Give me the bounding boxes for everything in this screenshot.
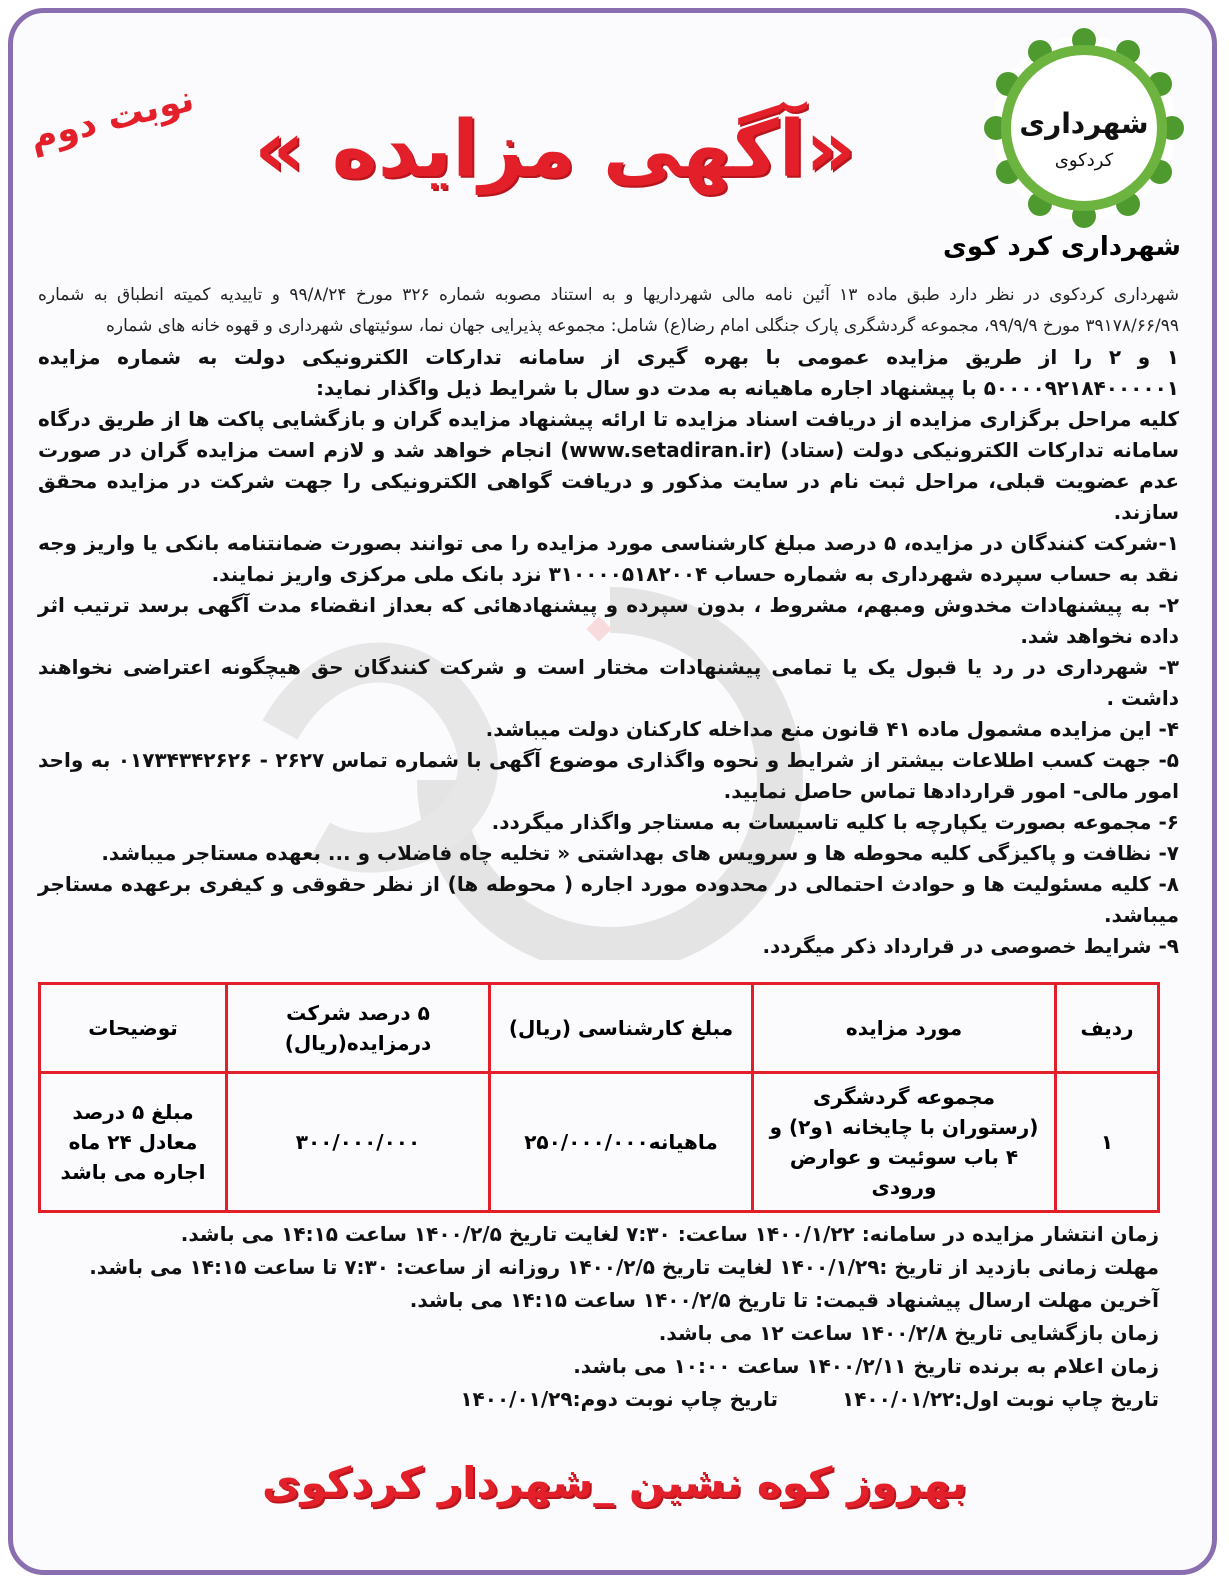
schedule-block	[59, 1218, 1159, 1416]
header-row-number: ردیف	[1056, 984, 1159, 1073]
intro-bold-paragraph: ۱ و ۲ را از طریق مزایده عمومی با بهره گیری از سامانه تدارکات الکترونیکی دولت به شماره مزایده ۵۰۰۰۰۹۲۱۸۴۰۰۰۰۰۱ با پیشنهاد اجاره ماهیانه به مدت دو سال با شرایط ذیل واگذار نماید:	[38, 345, 1180, 400]
condition-6: ۶- مجموعه بصورت یکپارچه با کلیه تاسیسات به مستاجر واگذار میگردد.	[491, 810, 1179, 834]
cell-notes: مبلغ ۵ درصد معادل ۲۴ ماه اجاره می باشد	[40, 1073, 227, 1212]
condition-7: ۷- نظافت و پاکیزگی کلیه محوطه ها و سرویس های بهداشتی « تخلیه چاه فاضلاب و ... بعهده مستاجر میباشد.	[101, 841, 1179, 865]
header-item: مورد مزایده	[753, 984, 1056, 1073]
page-title: «آگهی مزایده »	[254, 105, 856, 195]
condition-5: ۵- جهت کسب اطلاعات بیشتر از شرایط و نحوه واگذاری موضوع آگهی با شماره تماس ۲۶۲۷ - ۰۱۷۳۴۳۴۲۶۲۶ به واحد امور مالی- امور قراردادها تماس حاصل نمایید.	[38, 748, 1179, 803]
header-appraisal: مبلغ کارشناسی (ریال)	[490, 984, 753, 1073]
auction-table	[38, 982, 1160, 1213]
round-badge: نوبت دوم	[25, 78, 198, 159]
print-date-first: تاریخ چاپ نوبت اول:۱۴۰۰/۰۱/۲۲	[841, 1387, 1159, 1411]
logo-main-text: شهرداری	[1019, 107, 1149, 140]
header-notes: توضیحات	[40, 984, 227, 1073]
setad-paragraph: کلیه مراحل برگزاری مزایده از دریافت اسناد مزایده تا ارائه پیشنهاد مزایده گران و بازگشایی پاکت ها از طریق درگاه سامانه تدارکات الکترونیکی دولت (ستاد) (www.setadiran.ir) انجام خواهد شد و لازم است مزایده گران در صورت عدم عضویت قبلی، مراحل ثبت نام در سایت مذکور و دریافت گواهی الکترونیکی را جهت شرکت در مزایده محقق سازند.	[38, 407, 1179, 524]
municipality-logo	[984, 28, 1184, 228]
cell-item: مجموعه گردشگری (رستوران با چایخانه ۱و۲) و ۴ باب سوئیت و عوارض ورودی	[753, 1073, 1056, 1212]
condition-8: ۸- کلیه مسئولیت ها و حوادث احتمالی در محدوده مورد اجاره ( محوطه ها) از نظر حقوقی و کیفری برعهده مستاجر میباشد.	[38, 872, 1179, 927]
cell-deposit: ۳۰۰/۰۰۰/۰۰۰	[227, 1073, 490, 1212]
print-dates	[59, 1383, 1159, 1416]
municipality-name: شهرداری کرد کوی	[943, 232, 1181, 262]
schedule-visit: مهلت زمانی بازدید از تاریخ :۱۴۰۰/۱/۲۹ لغایت تاریخ ۱۴۰۰/۲/۵ روزانه از ساعت: ۷:۳۰ تا ساعت ۱۴:۱۵ می باشد.	[89, 1255, 1159, 1279]
table-row	[40, 1073, 1159, 1212]
schedule-opening: زمان بازگشایی تاریخ ۱۴۰۰/۲/۸ ساعت ۱۲ می باشد.	[658, 1321, 1159, 1345]
table-header-row	[40, 984, 1159, 1073]
intro-paragraph: شهرداری کردکوی در نظر دارد طبق ماده ۱۳ آئین نامه مالی شهرداریها و به استناد مصوبه شماره ۳۲۶ مورخ ۹۹/۸/۲۴ و تاییدیه کمیته انطباق به شماره ۳۹۱۷۸/۶۶/۹۹ مورخ ۹۹/۹/۹، مجموعه گردشگری پارک جنگلی امام رضا(ع) شامل: مجموعه پذیرایی جهان نما، سوئیتهای شهرداری و قهوه خانه های شماره	[38, 285, 1179, 336]
condition-3: ۳- شهرداری در رد یا قبول یک یا تمامی پیشنهادات مختار است و شرکت کنندگان حق هیچگونه اعتراضی نخواهند داشت .	[38, 655, 1179, 710]
notice-body	[38, 280, 1179, 962]
condition-4: ۴- این مزایده مشمول ماده ۴۱ قانون منع مداخله کارکنان دولت میباشد.	[485, 717, 1179, 741]
schedule-publish: زمان انتشار مزایده در سامانه: ۱۴۰۰/۱/۲۲ ساعت: ۷:۳۰ لغایت تاریخ ۱۴۰۰/۲/۵ ساعت ۱۴:۱۵ می باشد.	[180, 1222, 1159, 1246]
cell-row-number: ۱	[1056, 1073, 1159, 1212]
schedule-deadline: آخرین مهلت ارسال پیشنهاد قیمت: تا تاریخ ۱۴۰۰/۲/۵ ساعت ۱۴:۱۵ می باشد.	[409, 1288, 1159, 1312]
condition-9: ۹- شرایط خصوصی در قرارداد ذکر میگردد.	[762, 934, 1179, 958]
header-deposit: ۵ درصد شرکت درمزایده(ریال)	[227, 984, 490, 1073]
signature: بهروز کوه نشین _شهردار کردکوی	[261, 1458, 968, 1507]
print-date-second: تاریخ چاپ نوبت دوم:۱۴۰۰/۰۱/۲۹	[460, 1387, 779, 1411]
cell-appraisal: ماهیانه۲۵۰/۰۰۰/۰۰۰	[490, 1073, 753, 1212]
condition-1: ۱-شرکت کنندگان در مزایده، ۵ درصد مبلغ کارشناسی مورد مزایده را می توانند بصورت ضمانتنامه بانکی یا واریز وجه نقد به حساب سپرده شهرداری به شماره حساب ۳۱۰۰۰۰۵۱۸۲۰۰۴ نزد بانک ملی مرکزی واریز نمایند.	[38, 531, 1179, 586]
schedule-winner: زمان اعلام به برنده تاریخ ۱۴۰۰/۲/۱۱ ساعت ۱۰:۰۰ می باشد.	[573, 1354, 1159, 1378]
logo-sub-text: کردکوی	[1054, 150, 1114, 171]
condition-2: ۲- به پیشنهادات مخدوش ومبهم، مشروط ، بدون سپرده و پیشنهادهائی که بعداز انقضاء مدت آگهی برسد ترتیب اثر داده نخواهد شد.	[38, 593, 1179, 648]
